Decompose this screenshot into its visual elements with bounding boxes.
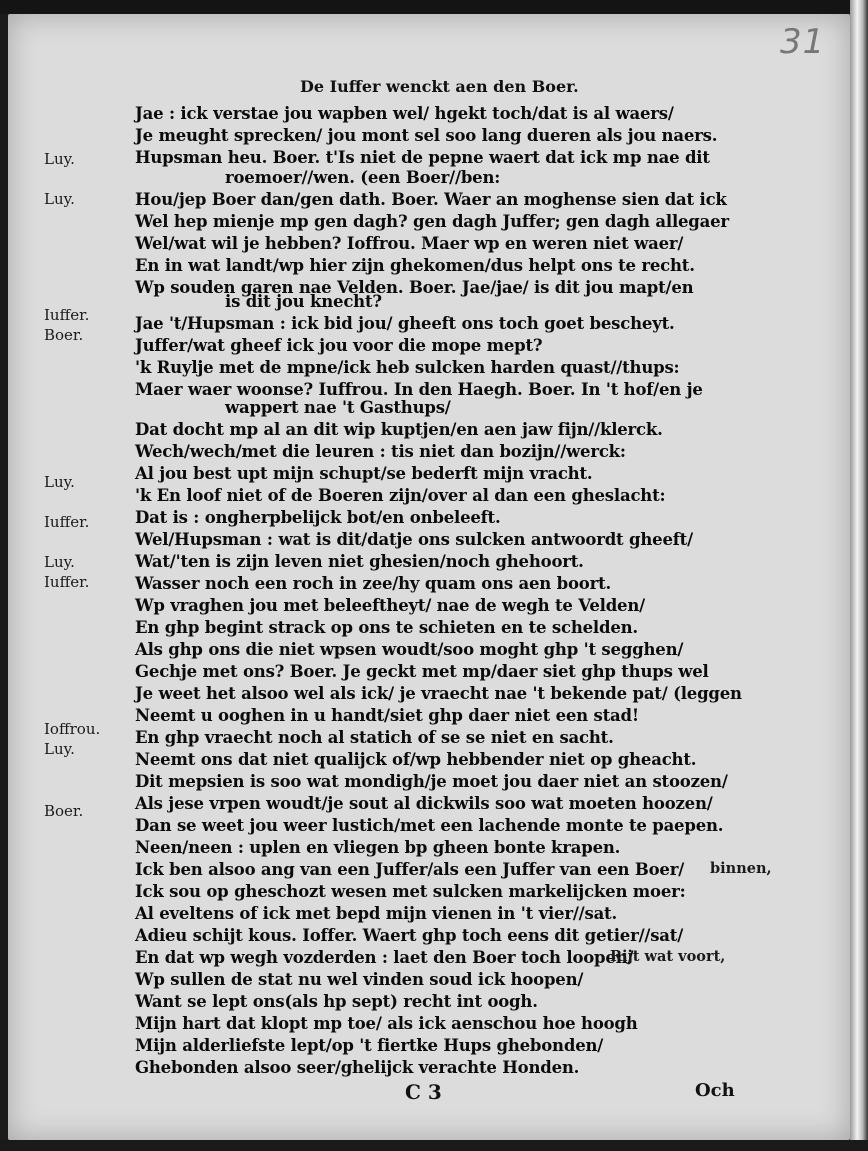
text-line: 'k Ruylje met de mpne/ick heb sulcken harden quast//thups: <box>135 358 680 377</box>
text-line: Ghebonden alsoo seer/ghelijck verachte Honden. <box>135 1058 580 1077</box>
text-line: Wat/'ten is zijn leven niet ghesien/noch ghehoort. <box>135 552 584 571</box>
margin-note: Rijt wat voort, <box>610 948 726 965</box>
book-bottom-edge <box>0 1140 868 1151</box>
text-line: Als ghp ons die niet wpsen woudt/soo moght ghp 't segghen/ <box>135 640 684 659</box>
margin-note: binnen, <box>710 860 772 877</box>
text-line: Al eveltens of ick met bepd mijn vienen in 't vier//sat. <box>135 904 618 923</box>
text-line: Jae 't/Hupsman : ick bid jou/ gheeft ons toch goet bescheyt. <box>135 314 675 333</box>
speaker-label: Ioffrou. <box>44 720 101 738</box>
text-line: Ick ben alsoo ang van een Juffer/als een Juffer van een Boer/ <box>135 860 685 879</box>
text-line: Wasser noch een roch in zee/hy quam ons aen boort. <box>135 574 612 593</box>
text-line: Dat docht mp al an dit wip kuptjen/en aen jaw fijn//klerck. <box>135 420 663 439</box>
text-line: Neemt u ooghen in u handt/siet ghp daer niet een stad! <box>135 706 639 725</box>
text-line: Wech/wech/met die leuren : tis niet dan bozijn//werck: <box>135 442 626 461</box>
text-line: En ghp begint strack op ons te schieten en te schelden. <box>135 618 638 637</box>
text-line: Juffer/wat gheef ick jou voor die mope mept? <box>135 336 543 355</box>
text-line: Je meught sprecken/ jou mont sel soo lang dueren als jou naers. <box>135 126 718 145</box>
text-line: En ghp vraecht noch al statich of se se niet en sacht. <box>135 728 614 747</box>
text-line: Wp sullen de stat nu wel vinden soud ick hoopen/ <box>135 970 584 989</box>
stage-direction-heading: De Iuffer wenckt aen den Boer. <box>300 77 579 96</box>
text-line: Mijn hart dat klopt mp toe/ als ick aenschou hoe hoogh <box>135 1014 638 1033</box>
speaker-label: Iuffer. <box>44 573 90 591</box>
speaker-label: Luy. <box>44 473 75 491</box>
text-line: Je weet het alsoo wel als ick/ je vraecht nae 't bekende pat/ (leggen <box>135 684 742 703</box>
text-line: 'k En loof niet of de Boeren zijn/over al dan een gheslacht: <box>135 486 666 505</box>
text-line: Dan se weet jou weer lustich/met een lachende monte te paepen. <box>135 816 724 835</box>
text-line: Neen/neen : uplen en vliegen bp gheen bonte krapen. <box>135 838 621 857</box>
speaker-label: Luy. <box>44 740 75 758</box>
text-line: Wel/wat wil je hebben? Ioffrou. Maer wp en weren niet waer/ <box>135 234 684 253</box>
text-line: Wel hep mienje mp gen dagh? gen dagh Juffer; gen dagh allegaer <box>135 212 729 231</box>
speaker-label: Luy. <box>44 190 75 208</box>
book-top-edge <box>0 0 868 14</box>
text-line: Maer waer woonse? Iuffrou. In den Haegh. Boer. In 't hof/en je <box>135 380 703 399</box>
text-line: Ick sou op gheschozt wesen met sulcken markelijcken moer: <box>135 882 686 901</box>
catchword: Och <box>695 1080 735 1101</box>
speaker-label: Boer. <box>44 802 84 820</box>
folio-number: 31 <box>780 22 826 62</box>
text-line: Als jese vrpen woudt/je sout al dickwils soo wat moeten hoozen/ <box>135 794 713 813</box>
text-line: roemoer//wen. (een Boer//ben: <box>225 168 501 187</box>
text-line: Wp souden garen nae Velden. Boer. Jae/jae/ is dit jou mapt/en <box>135 278 694 297</box>
text-line: Wel/Hupsman : wat is dit/datje ons sulcken antwoordt gheeft/ <box>135 530 693 549</box>
text-line: En in wat landt/wp hier zijn ghekomen/dus helpt ons te recht. <box>135 256 695 275</box>
speaker-label: Iuffer. <box>44 513 90 531</box>
signature-mark: C 3 <box>405 1080 442 1104</box>
text-line: Hupsman heu. Boer. t'Is niet de pepne waert dat ick mp nae dit <box>135 148 710 167</box>
text-line: Mijn alderliefste lept/op 't fiertke Hups ghebonden/ <box>135 1036 604 1055</box>
speaker-label: Boer. <box>44 326 84 344</box>
text-line: Al jou best upt mijn schupt/se bederft mijn vracht. <box>135 464 593 483</box>
text-line: Hou/jep Boer dan/gen dath. Boer. Waer an moghense sien dat ick <box>135 190 727 209</box>
page-edge-right <box>850 0 868 1151</box>
text-line: is dit jou knecht? <box>225 292 382 311</box>
text-line: Wp vraghen jou met beleeftheyt/ nae de wegh te Velden/ <box>135 596 645 615</box>
text-line: Jae : ick verstae jou wapben wel/ hgekt toch/dat is al waers/ <box>135 104 674 123</box>
text-line: Want se lept ons(als hp sept) recht int oogh. <box>135 992 538 1011</box>
speaker-label: Iuffer. <box>44 306 90 324</box>
speaker-label: Luy. <box>44 553 75 571</box>
text-line: wappert nae 't Gasthups/ <box>225 398 451 417</box>
text-line: Adieu schijt kous. Ioffer. Waert ghp toch eens dit getier//sat/ <box>135 926 684 945</box>
text-line: Dit mepsien is soo wat mondigh/je moet jou daer niet an stoozen/ <box>135 772 728 791</box>
speaker-label: Luy. <box>44 150 75 168</box>
text-line: En dat wp wegh vozderden : laet den Boer toch loopen/ <box>135 948 634 967</box>
text-line: Neemt ons dat niet qualijck of/wp hebbender niet op gheacht. <box>135 750 697 769</box>
text-line: Gechje met ons? Boer. Je geckt met mp/daer siet ghp thups wel <box>135 662 709 681</box>
text-line: Dat is : ongherpbelijck bot/en onbeleeft. <box>135 508 501 527</box>
